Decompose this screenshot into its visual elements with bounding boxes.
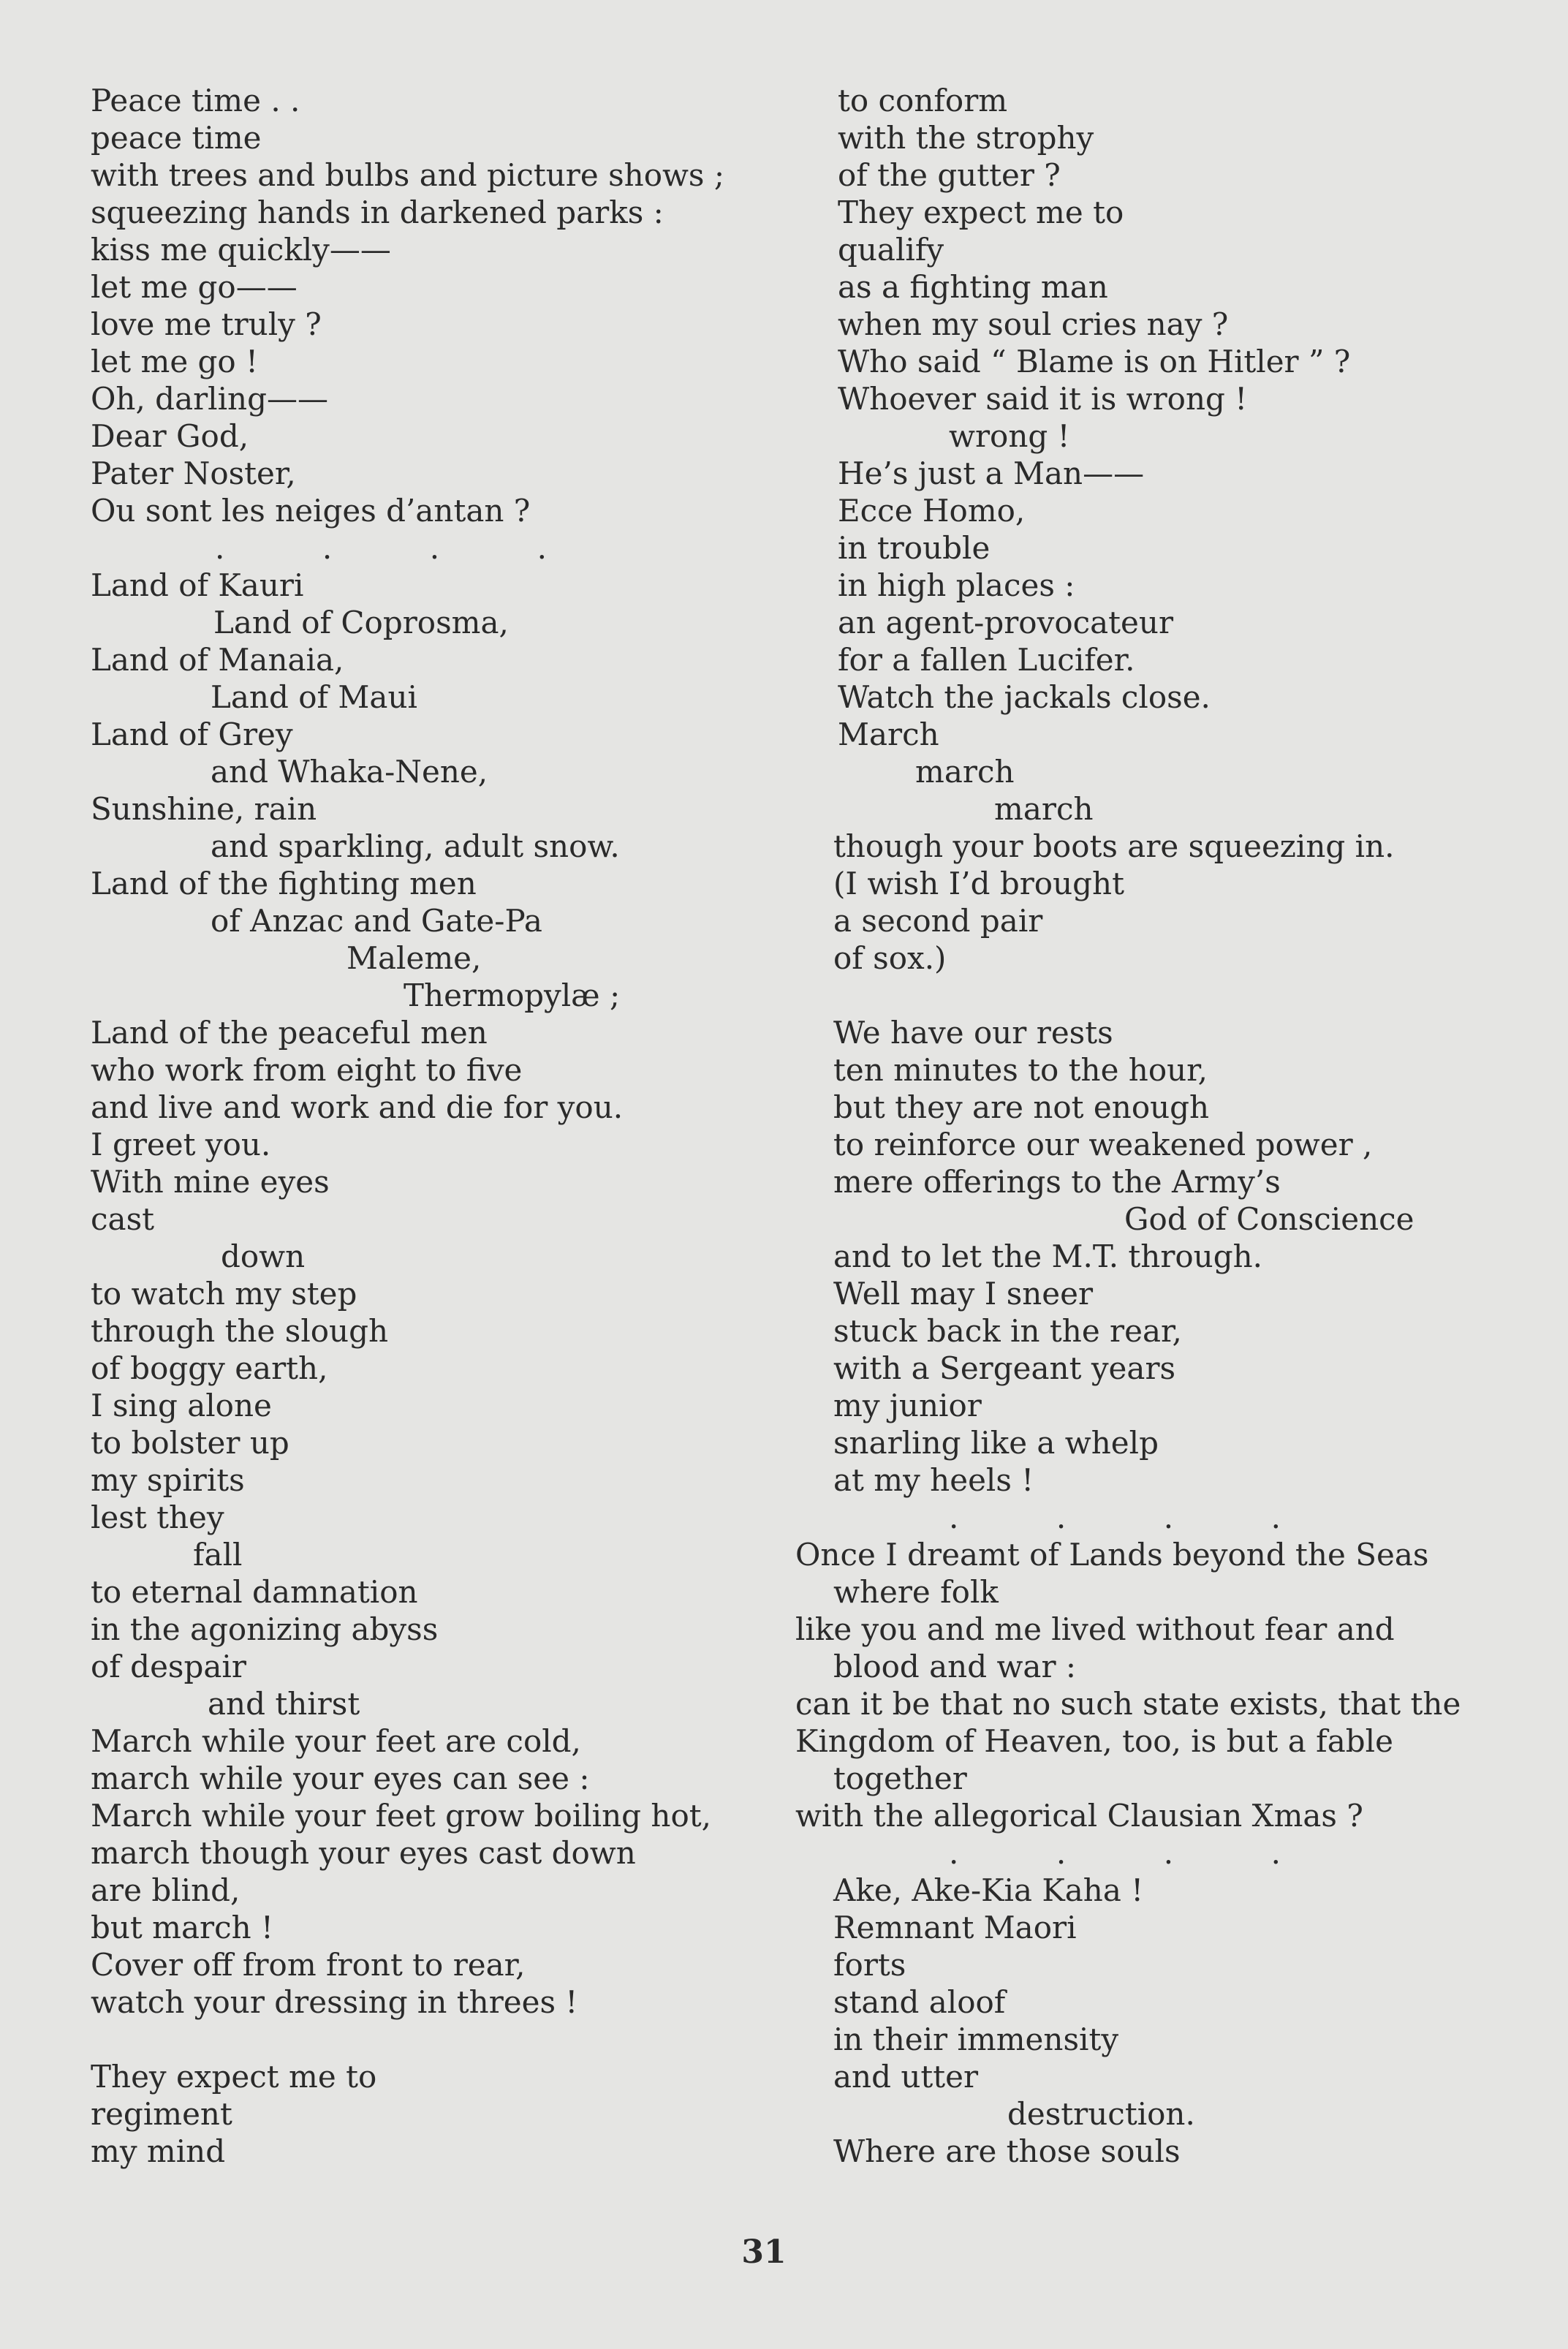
poem-line: Land of Grey bbox=[91, 716, 293, 752]
poem-line: destruction. bbox=[1007, 2096, 1195, 2132]
poem-line: and sparkling, adult snow. bbox=[211, 828, 620, 864]
poem-line: and to let the M.T. through. bbox=[833, 1238, 1263, 1274]
poem-line: like you and me lived without fear and bbox=[795, 1611, 1395, 1647]
section-dots: . . . . bbox=[949, 1499, 1281, 1535]
page-number: 31 bbox=[741, 2233, 787, 2271]
poem-line: who work from eight to five bbox=[91, 1052, 523, 1088]
poem-line: an agent-provocateur bbox=[838, 605, 1174, 640]
poem-line: fall bbox=[193, 1537, 243, 1573]
poem-line: Land of Manaia, bbox=[91, 642, 344, 678]
poem-line: watch your dressing in threes ! bbox=[91, 1984, 578, 2020]
poem-line: With mine eyes bbox=[91, 1164, 330, 1200]
poem-line: Watch the jackals close. bbox=[838, 679, 1211, 715]
poem-line: March while your feet grow boiling hot, bbox=[91, 1798, 711, 1834]
poem-line: Whoever said it is wrong ! bbox=[838, 381, 1248, 417]
poem-line: squeezing hands in darkened parks : bbox=[91, 194, 664, 230]
poem-line: forts bbox=[833, 1947, 906, 1983]
poem-line: Remnant Maori bbox=[833, 1910, 1077, 1945]
poem-line: Who said “ Blame is on Hitler ” ? bbox=[838, 344, 1351, 379]
poem-line: kiss me quickly—— bbox=[91, 232, 391, 268]
poem-line: in trouble bbox=[838, 530, 991, 566]
poem-line: Land of Kauri bbox=[91, 567, 304, 603]
poem-line: down bbox=[221, 1238, 306, 1274]
poem-line: lest they bbox=[91, 1499, 224, 1535]
poem-line: of sox.) bbox=[833, 940, 947, 976]
poem-line: Maleme, bbox=[346, 940, 482, 976]
poem-line: where folk bbox=[833, 1574, 999, 1610]
poem-line: stand aloof bbox=[833, 1984, 1006, 2020]
poem-line: Sunshine, rain bbox=[91, 791, 317, 827]
poem-line: with trees and bulbs and picture shows ; bbox=[91, 157, 724, 193]
poem-line: love me truly ? bbox=[91, 306, 322, 342]
poem-line: ten minutes to the hour, bbox=[833, 1052, 1208, 1088]
poem-line: in the agonizing abyss bbox=[91, 1611, 439, 1647]
poem-line: march bbox=[915, 754, 1015, 790]
poem-line: March bbox=[838, 716, 939, 752]
poem-right-column bbox=[795, 82, 1541, 2170]
poem-line: peace time bbox=[91, 120, 262, 156]
poem-line: Cover off from front to rear, bbox=[91, 1947, 526, 1983]
poem-line: Ake, Ake-Kia Kaha ! bbox=[833, 1872, 1144, 1908]
poem-line: stuck back in the rear, bbox=[833, 1313, 1182, 1349]
poem-line: and thirst bbox=[208, 1686, 360, 1722]
poem-line: snarling like a whelp bbox=[833, 1425, 1159, 1461]
poem-line: regiment bbox=[91, 2096, 232, 2132]
poem-line: Once I dreamt of Lands beyond the Seas bbox=[795, 1537, 1429, 1573]
poem-line: of Anzac and Gate-Pa bbox=[211, 903, 542, 939]
poem-line: a second pair bbox=[833, 903, 1043, 939]
poem-line: of the gutter ? bbox=[838, 157, 1061, 193]
poem-line: They expect me to bbox=[91, 2059, 377, 2095]
poem-line: to conform bbox=[838, 83, 1008, 118]
poem-line: God of Conscience bbox=[1124, 1201, 1414, 1237]
poem-line: They expect me to bbox=[838, 194, 1124, 230]
poem-line: Where are those souls bbox=[833, 2133, 1181, 2169]
poem-line: and Whaka-Nene, bbox=[211, 754, 488, 790]
poem-line: and live and work and die for you. bbox=[91, 1089, 624, 1125]
poem-line: when my soul cries nay ? bbox=[838, 306, 1229, 342]
section-dots: . . . . bbox=[949, 1835, 1281, 1871]
poem-line: wrong ! bbox=[949, 418, 1070, 454]
poem-line: but they are not enough bbox=[833, 1089, 1210, 1125]
poem-line: I greet you. bbox=[91, 1127, 271, 1162]
poem-line: are blind, bbox=[91, 1872, 240, 1908]
poem-line: I sing alone bbox=[91, 1388, 272, 1423]
poem-line: Land of Maui bbox=[211, 679, 417, 715]
poem-line: my spirits bbox=[91, 1462, 245, 1498]
poem-line: blood and war : bbox=[833, 1649, 1077, 1684]
poem-line: march while your eyes can see : bbox=[91, 1760, 590, 1796]
poem-line: for a fallen Lucifer. bbox=[838, 642, 1135, 678]
poem-left-column bbox=[91, 82, 792, 2170]
poem-line: March while your feet are cold, bbox=[91, 1723, 581, 1759]
poem-line: can it be that no such state exists, that the bbox=[795, 1686, 1461, 1722]
poem-line: at my heels ! bbox=[833, 1462, 1034, 1498]
poem-line: (I wish I’d brought bbox=[833, 866, 1124, 901]
poem-line: cast bbox=[91, 1201, 154, 1237]
poem-line: though your boots are squeezing in. bbox=[833, 828, 1395, 864]
poem-line: let me go ! bbox=[91, 344, 258, 379]
poem-line: Land of the fighting men bbox=[91, 866, 477, 901]
poem-line: of despair bbox=[91, 1649, 246, 1684]
poem-line: Peace time . . bbox=[91, 83, 300, 118]
poem-line: to bolster up bbox=[91, 1425, 289, 1461]
poem-line: We have our rests bbox=[833, 1015, 1113, 1051]
poem-line: and utter bbox=[833, 2059, 979, 2095]
poem-line: Ou sont les neiges d’antan ? bbox=[91, 493, 531, 529]
poem-line: with the strophy bbox=[838, 120, 1094, 156]
section-dots: . . . . bbox=[215, 530, 547, 566]
poem-line: in high places : bbox=[838, 567, 1075, 603]
poem-line: Land of Coprosma, bbox=[213, 605, 509, 640]
poem-line: march though your eyes cast down bbox=[91, 1835, 636, 1871]
poem-line: to eternal damnation bbox=[91, 1574, 418, 1610]
poem-line: to watch my step bbox=[91, 1276, 357, 1312]
poem-line: Land of the peaceful men bbox=[91, 1015, 488, 1051]
poem-line: as a fighting man bbox=[838, 269, 1108, 305]
poem-line: Thermopylæ ; bbox=[404, 977, 621, 1013]
poem-line: He’s just a Man—— bbox=[838, 455, 1145, 491]
poem-line: Oh, darling—— bbox=[91, 381, 328, 417]
poem-line: together bbox=[833, 1760, 967, 1796]
poem-line: my junior bbox=[833, 1388, 982, 1423]
poem-line: Pater Noster, bbox=[91, 455, 296, 491]
poem-line: Well may I sneer bbox=[833, 1276, 1094, 1312]
poem-line: with the allegorical Clausian Xmas ? bbox=[795, 1798, 1363, 1834]
poem-line: of boggy earth, bbox=[91, 1350, 328, 1386]
poem-line: in their immensity bbox=[833, 2021, 1119, 2057]
poem-line: Ecce Homo, bbox=[838, 493, 1026, 529]
poem-line: to reinforce our weakened power , bbox=[833, 1127, 1373, 1162]
poem-line: through the slough bbox=[91, 1313, 389, 1349]
poem-line: my mind bbox=[91, 2133, 226, 2169]
poem-line: let me go—— bbox=[91, 269, 298, 305]
poem-line: march bbox=[994, 791, 1094, 827]
poem-line: with a Sergeant years bbox=[833, 1350, 1176, 1386]
poem-line: qualify bbox=[838, 232, 944, 268]
poem-line: Kingdom of Heaven, too, is but a fable bbox=[795, 1723, 1393, 1759]
stanza-break bbox=[91, 2021, 792, 2058]
poem-line: but march ! bbox=[91, 1910, 273, 1945]
poem-line: Dear God, bbox=[91, 418, 249, 454]
stanza-break bbox=[795, 977, 1541, 1014]
poem-line: mere offerings to the Army’s bbox=[833, 1164, 1281, 1200]
